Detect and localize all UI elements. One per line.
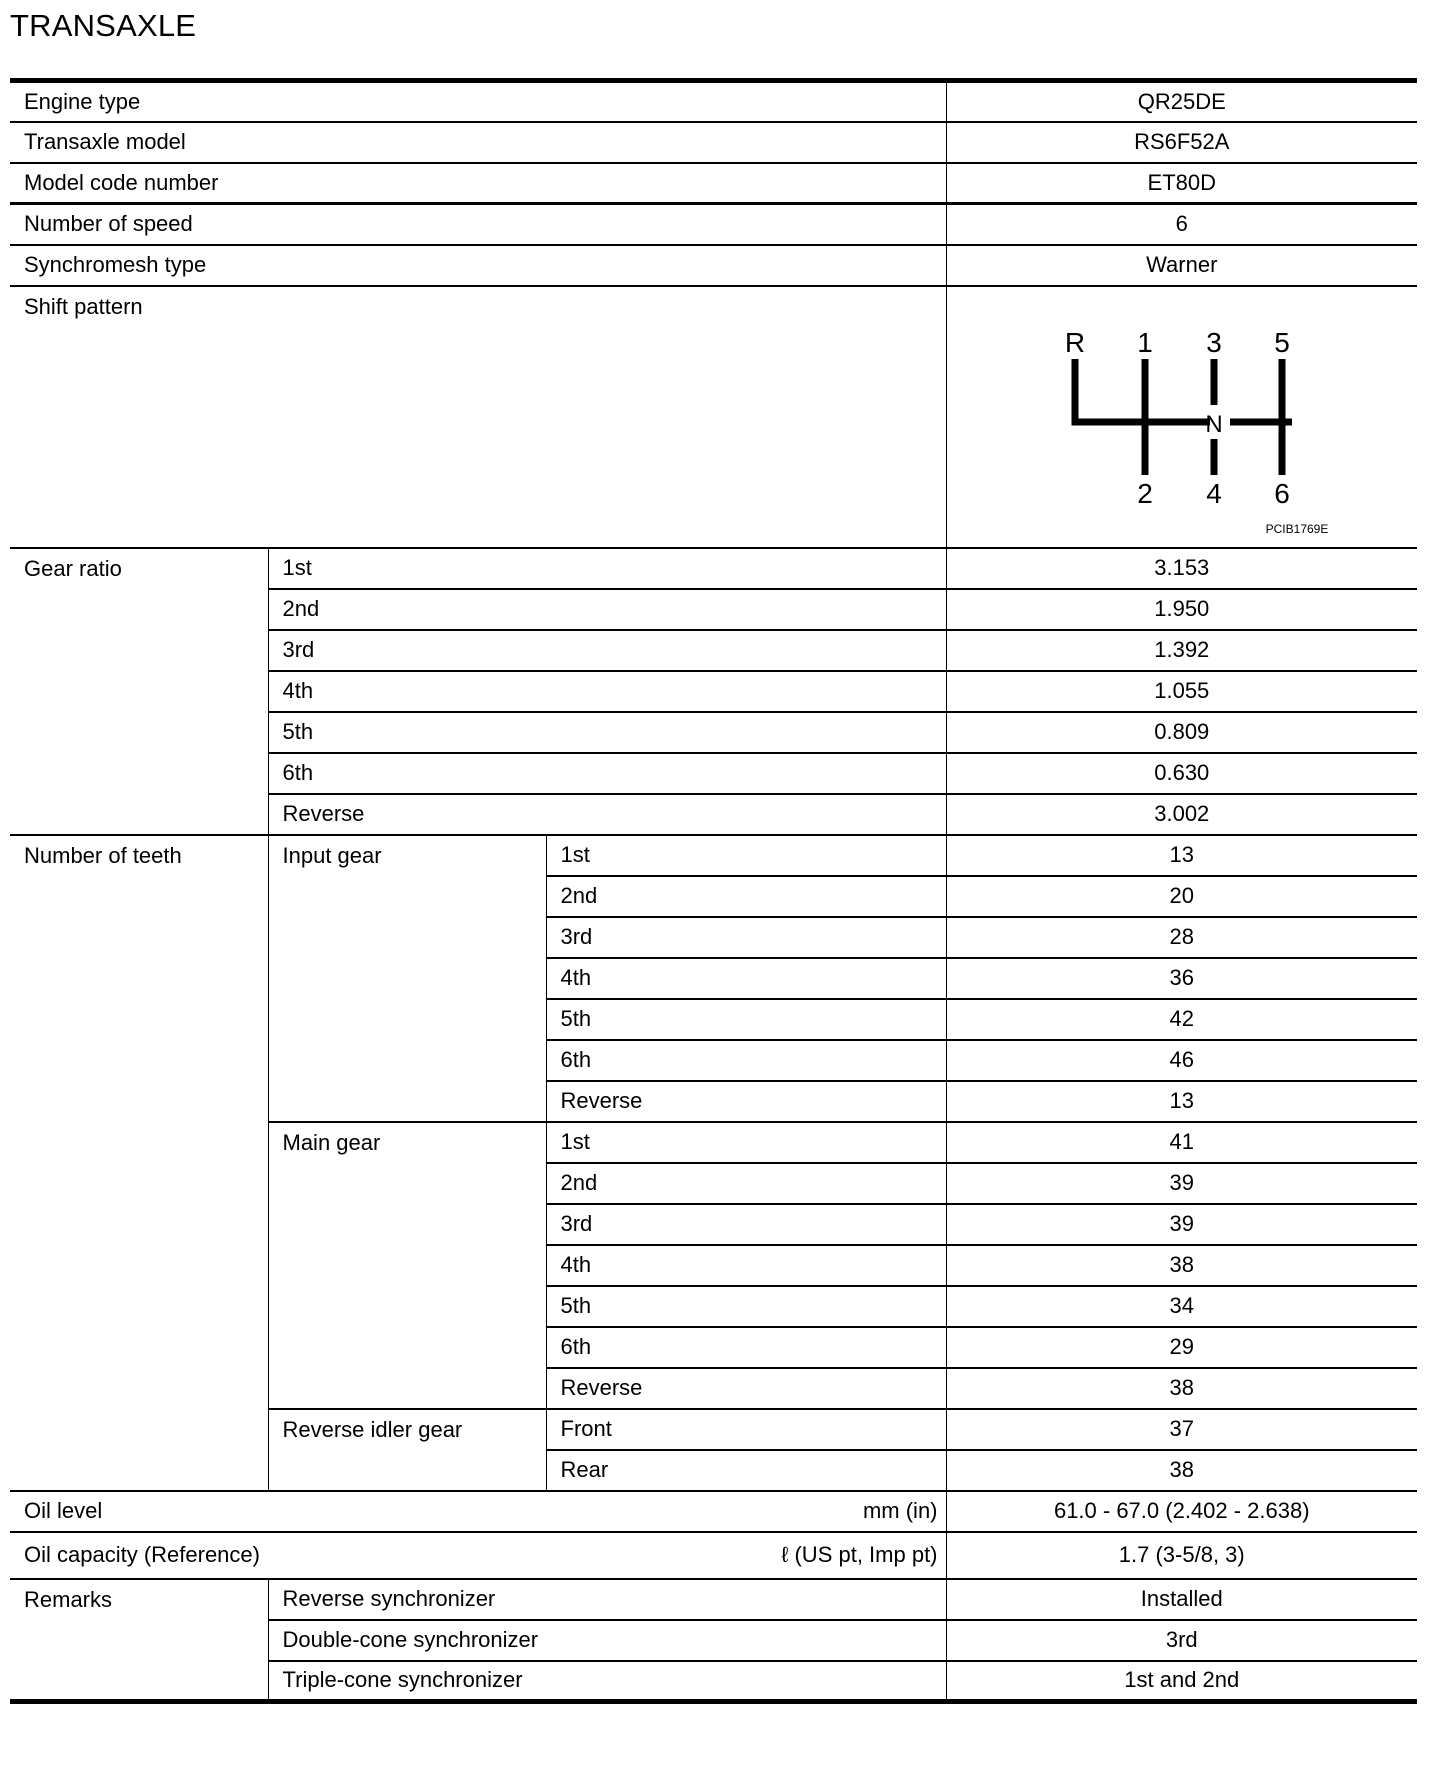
gear-ratio-value: 3.002 <box>946 794 1417 835</box>
input-gear-gear: 6th <box>546 1040 946 1081</box>
gear-ratio-value: 1.055 <box>946 671 1417 712</box>
transaxle-model-value: RS6F52A <box>946 122 1417 163</box>
remark-value: 1st and 2nd <box>946 1661 1417 1702</box>
row-transaxle-model <box>10 122 1417 163</box>
gate-label-6: 6 <box>1273 477 1290 509</box>
gear-ratio-gear: 1st <box>268 548 946 589</box>
main-gear-value: 41 <box>946 1122 1417 1163</box>
gear-ratio-label: Gear ratio <box>10 548 268 835</box>
transaxle-spec-table <box>10 78 1417 1704</box>
engine-type-label: Engine type <box>24 88 141 114</box>
remark-name: Double-cone synchronizer <box>268 1620 946 1661</box>
main-gear-gear: 2nd <box>546 1163 946 1204</box>
input-gear-value: 28 <box>946 917 1417 958</box>
oil-capacity-unit: ℓ (US pt, Imp pt) <box>781 1542 938 1567</box>
gear-ratio-gear: 6th <box>268 753 946 794</box>
synchromesh-label: Synchromesh type <box>10 245 946 286</box>
gate-label-r: R <box>1064 326 1085 358</box>
gear-ratio-gear: 3rd <box>268 630 946 671</box>
gear-ratio-gear: 4th <box>268 671 946 712</box>
row-engine-type <box>10 81 1417 122</box>
reverse-idler-gear-label: Reverse idler gear <box>268 1409 546 1491</box>
gear-ratio-value: 3.153 <box>946 548 1417 589</box>
gate-label-1: 1 <box>1136 326 1153 358</box>
remark-value: Installed <box>946 1579 1417 1620</box>
idler-gear-value: 38 <box>946 1450 1417 1491</box>
main-gear-value: 38 <box>946 1245 1417 1286</box>
number-of-speed-value: 6 <box>946 204 1417 245</box>
row-model-code <box>10 163 1417 204</box>
oil-level-cell <box>10 1491 946 1532</box>
gear-ratio-value: 1.950 <box>946 589 1417 630</box>
shift-pattern-diagram <box>947 287 1418 547</box>
input-gear-gear: 2nd <box>546 876 946 917</box>
input-gear-gear: 3rd <box>546 917 946 958</box>
input-gear-value: 13 <box>946 835 1417 876</box>
figure-code: PCIB1769E <box>1265 521 1328 536</box>
gate-label-4: 4 <box>1205 477 1222 509</box>
main-gear-gear: 4th <box>546 1245 946 1286</box>
input-gear-gear: 1st <box>546 835 946 876</box>
input-gear-value: 20 <box>946 876 1417 917</box>
row-number-of-speed <box>10 204 1417 245</box>
main-gear-gear: 6th <box>546 1327 946 1368</box>
transaxle-model-label: Transaxle model <box>10 122 946 163</box>
input-gear-value: 13 <box>946 1081 1417 1122</box>
oil-level-unit: mm (in) <box>862 1498 938 1523</box>
input-gear-value: 46 <box>946 1040 1417 1081</box>
main-gear-gear: 5th <box>546 1286 946 1327</box>
idler-gear-value: 37 <box>946 1409 1417 1450</box>
oil-capacity-cell <box>10 1532 946 1579</box>
gate-label-2: 2 <box>1136 477 1153 509</box>
remarks-label: Remarks <box>10 1579 268 1702</box>
gear-ratio-gear: 5th <box>268 712 946 753</box>
gear-ratio-gear: Reverse <box>268 794 946 835</box>
row-oil-capacity <box>10 1532 1417 1579</box>
oil-capacity-value: 1.7 (3-5/8, 3) <box>946 1532 1417 1579</box>
synchromesh-value: Warner <box>946 245 1417 286</box>
gear-ratio-value: 0.630 <box>946 753 1417 794</box>
input-gear-gear: 5th <box>546 999 946 1040</box>
oil-capacity-label: Oil capacity (Reference) <box>24 1542 260 1567</box>
number-of-speed-label: Number of speed <box>10 204 946 245</box>
input-gear-gear: 4th <box>546 958 946 999</box>
input-gear-row <box>10 835 1417 876</box>
main-gear-value: 39 <box>946 1163 1417 1204</box>
input-gear-value: 36 <box>946 958 1417 999</box>
remark-name: Reverse synchronizer <box>268 1579 946 1620</box>
main-gear-value: 34 <box>946 1286 1417 1327</box>
gear-ratio-value: 1.392 <box>946 630 1417 671</box>
main-gear-value: 29 <box>946 1327 1417 1368</box>
engine-type-value: QR25DE <box>946 81 1417 122</box>
gate-label-neutral: N <box>1204 410 1223 438</box>
page-title: TRANSAXLE <box>10 8 197 43</box>
gear-ratio-row <box>10 548 1417 589</box>
main-gear-value: 39 <box>946 1204 1417 1245</box>
row-shift-pattern <box>10 286 1417 548</box>
shift-pattern-label: Shift pattern <box>10 286 946 548</box>
main-gear-gear: 1st <box>546 1122 946 1163</box>
remarks-row <box>10 1579 1417 1620</box>
oil-level-label: Oil level <box>24 1498 103 1523</box>
row-oil-level <box>10 1491 1417 1532</box>
input-gear-label: Input gear <box>268 835 546 1122</box>
gate-label-5: 5 <box>1273 326 1290 358</box>
gear-ratio-value: 0.809 <box>946 712 1417 753</box>
main-gear-gear: 3rd <box>546 1204 946 1245</box>
input-gear-gear: Reverse <box>546 1081 946 1122</box>
idler-gear-position: Rear <box>546 1450 946 1491</box>
main-gear-label: Main gear <box>268 1122 546 1409</box>
remark-value: 3rd <box>946 1620 1417 1661</box>
model-code-value: ET80D <box>946 163 1417 204</box>
row-synchromesh <box>10 245 1417 286</box>
main-gear-value: 38 <box>946 1368 1417 1409</box>
shift-pattern-cell <box>946 286 1417 548</box>
idler-gear-position: Front <box>546 1409 946 1450</box>
number-of-teeth-label: Number of teeth <box>10 835 268 1491</box>
input-gear-value: 42 <box>946 999 1417 1040</box>
main-gear-gear: Reverse <box>546 1368 946 1409</box>
oil-level-value: 61.0 - 67.0 (2.402 - 2.638) <box>946 1491 1417 1532</box>
gate-label-3: 3 <box>1205 326 1222 358</box>
remark-name: Triple-cone synchronizer <box>268 1661 946 1702</box>
gear-ratio-gear: 2nd <box>268 589 946 630</box>
model-code-label: Model code number <box>10 163 946 204</box>
